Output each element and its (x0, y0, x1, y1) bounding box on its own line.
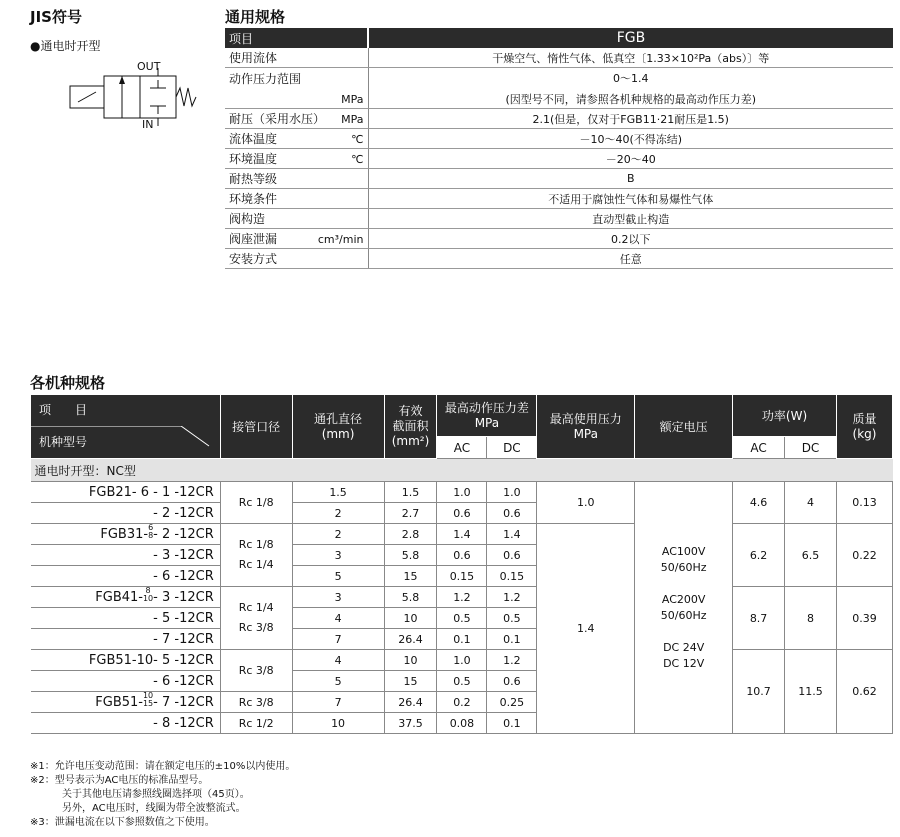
spec-row (225, 189, 893, 209)
header-area-1: 有效 (398, 404, 423, 418)
voltage-3: AC200V (661, 592, 706, 606)
model-fraction (143, 692, 153, 708)
diff-dc-cell: 1.2 (487, 650, 537, 671)
header-max-use-label: 最高使用压力 (549, 411, 622, 426)
note-2: ※2：型号表示为AC电压的标准品型号。 (30, 775, 209, 786)
diff-dc-cell: 0.6 (487, 671, 537, 692)
header-max-diff (437, 395, 537, 437)
spec-label: 安装方式 (225, 249, 368, 269)
model-cell: - 7 -12CR (31, 629, 221, 650)
diff-dc-cell: 0.6 (487, 503, 537, 524)
spec-unit: ℃ (351, 153, 364, 166)
spec-label (225, 149, 368, 169)
voltage-2: 50/60Hz (660, 560, 707, 574)
header-power-dc: DC (785, 437, 837, 459)
diff-ac-cell: 0.2 (437, 692, 487, 713)
voltage-6: DC 12V (663, 656, 705, 670)
header-max-diff-unit: MPa (474, 415, 500, 430)
spec-label (225, 109, 368, 129)
jis-title: JIS符号 (30, 8, 82, 26)
spec-value: B (368, 169, 893, 189)
orifice-cell: 2 (292, 524, 384, 545)
area-cell: 10 (384, 608, 437, 629)
header-diff-ac: AC (437, 437, 487, 459)
diff-dc-cell: 0.6 (487, 545, 537, 566)
table-row (31, 482, 893, 503)
spec-value-line1: 0～1.4 (613, 71, 649, 85)
spec-label: 环境条件 (225, 189, 368, 209)
voltage-1: AC100V (661, 544, 706, 558)
note-1: ※1：允许电压变动范围：请在额定电压的±10%以内使用。 (30, 761, 296, 772)
spec-label: 使用流体 (225, 48, 368, 68)
spec-unit: cm³/min (317, 233, 364, 246)
port-cell: Rc 3/8 (220, 692, 292, 713)
header-max-use (537, 395, 635, 459)
spec-value: 不适用于腐蚀性气体和易爆性气体 (368, 189, 893, 209)
max-use-cell: 1.0 (537, 482, 635, 524)
model-cell: FGB51-10- 5 -12CR (31, 650, 221, 671)
model-prefix: FGB31- (100, 526, 149, 542)
spec-unit: ℃ (351, 133, 364, 146)
spec-row (225, 48, 893, 68)
diff-ac-cell: 0.6 (437, 503, 487, 524)
area-cell: 1.5 (384, 482, 437, 503)
spec-label-text: 阀座泄漏 (229, 232, 278, 246)
header-item: 项 目 (39, 403, 88, 417)
spec-row (225, 109, 893, 129)
area-cell: 26.4 (384, 629, 437, 650)
port-b: Rc 3/8 (238, 621, 274, 634)
diff-ac-cell: 0.5 (437, 671, 487, 692)
diff-ac-cell: 1.4 (437, 524, 487, 545)
spec-label (225, 68, 368, 109)
area-cell: 37.5 (384, 713, 437, 734)
spec-label: 阀构造 (225, 209, 368, 229)
model-prefix: FGB51- (95, 694, 143, 710)
spec-value-line2: (因型号不同，请参照各机种规格的最高动作压力差) (505, 92, 757, 106)
spec-row (225, 149, 893, 169)
header-mass-label: 质量 (852, 411, 877, 426)
general-header-item: 项目 (225, 28, 368, 48)
area-cell: 2.8 (384, 524, 437, 545)
orifice-cell: 3 (292, 545, 384, 566)
fraction-bottom: 8 (148, 531, 154, 540)
model-cell: - 5 -12CR (31, 608, 221, 629)
table-row (31, 524, 893, 545)
port-cell (220, 587, 292, 650)
voltage-cell (635, 482, 733, 734)
fraction-top: 6 (148, 523, 154, 532)
mass-cell: 0.39 (836, 587, 892, 650)
model-cell: - 6 -12CR (31, 566, 221, 587)
power-dc-cell: 11.5 (785, 650, 837, 734)
header-area (384, 395, 437, 459)
model-cell: - 6 -12CR (31, 671, 221, 692)
model-spec-table (30, 394, 893, 734)
diff-dc-cell: 0.1 (487, 713, 537, 734)
area-cell: 2.7 (384, 503, 437, 524)
spec-value: 直动型截止构造 (368, 209, 893, 229)
power-ac-cell: 6.2 (733, 524, 785, 587)
note-2-line-3: 另外，AC电压时，线圈为带全波整流式。 (62, 803, 246, 814)
spec-value (368, 68, 893, 109)
model-cell (31, 692, 221, 713)
diff-dc-cell: 0.15 (487, 566, 537, 587)
orifice-cell: 2 (292, 503, 384, 524)
port-b: Rc 1/4 (238, 558, 274, 571)
port-cell: Rc 1/8 (220, 482, 292, 524)
header-area-3: (mm²) (391, 434, 430, 448)
spec-value: 任意 (368, 249, 893, 269)
spec-unit: MPa (341, 93, 364, 106)
model-suffix: - 7 -12CR (153, 694, 214, 710)
header-max-diff-label: 最高动作压力差 (444, 400, 529, 415)
spec-row (225, 229, 893, 249)
diff-dc-cell: 1.0 (487, 482, 537, 503)
spec-value: －20～40 (368, 149, 893, 169)
voltage-4: 50/60Hz (660, 608, 707, 622)
general-header-value: FGB (368, 28, 893, 48)
valve-symbol-icon (60, 58, 200, 138)
spec-row (225, 249, 893, 269)
header-mass-unit: (kg) (852, 426, 877, 441)
area-cell: 5.8 (384, 587, 437, 608)
group-row (31, 459, 893, 482)
area-cell: 26.4 (384, 692, 437, 713)
diff-dc-cell: 1.4 (487, 524, 537, 545)
spec-value: 干燥空气、惰性气体、低真空〔1.33×10²Pa（abs）〕等 (368, 48, 893, 68)
port-cell: Rc 1/2 (220, 713, 292, 734)
header-area-2: 截面积 (392, 419, 429, 433)
spec-row (225, 129, 893, 149)
header-voltage: 额定电压 (635, 395, 733, 459)
model-cell (31, 587, 221, 608)
in-label: IN (142, 118, 154, 131)
general-spec-header (225, 28, 893, 48)
out-label: OUT (137, 60, 161, 73)
diff-ac-cell: 1.2 (437, 587, 487, 608)
jis-subtitle: ●通电时开型 (30, 39, 101, 53)
diff-dc-cell: 1.2 (487, 587, 537, 608)
table-row (31, 650, 893, 671)
header-orifice: 通孔直径 (mm) (292, 395, 384, 459)
orifice-cell: 7 (292, 692, 384, 713)
table-row (31, 587, 893, 608)
spec-row (225, 68, 893, 109)
area-cell: 5.8 (384, 545, 437, 566)
diff-dc-cell: 0.25 (487, 692, 537, 713)
spec-label-text: 耐压（采用水压） (229, 112, 326, 126)
model-cell: - 2 -12CR (31, 503, 221, 524)
diff-ac-cell: 0.15 (437, 566, 487, 587)
area-cell: 10 (384, 650, 437, 671)
power-dc-cell: 4 (785, 482, 837, 524)
header-divider-icon (31, 426, 221, 456)
orifice-cell: 3 (292, 587, 384, 608)
model-suffix: - 3 -12CR (153, 589, 214, 605)
diff-ac-cell: 0.1 (437, 629, 487, 650)
port-a: Rc 1/4 (238, 601, 274, 614)
header-port: 接管口径 (220, 395, 292, 459)
spec-row (225, 209, 893, 229)
area-cell: 15 (384, 566, 437, 587)
fraction-top: 8 (145, 586, 151, 595)
diff-ac-cell: 0.6 (437, 545, 487, 566)
spec-label-text: 环境温度 (229, 152, 278, 166)
spec-label (225, 129, 368, 149)
model-cell: - 3 -12CR (31, 545, 221, 566)
model-suffix: - 2 -12CR (153, 526, 214, 542)
header-max-use-unit: MPa (573, 426, 598, 441)
model-fraction (143, 587, 153, 603)
general-spec-title: 通用规格 (225, 8, 286, 26)
note-2-line-2: 关于其他电压请参照线圈选择项（45页）。 (62, 789, 250, 800)
note-3: ※3：泄漏电流在以下参照数值之下使用。 (30, 817, 215, 828)
diff-ac-cell: 0.5 (437, 608, 487, 629)
power-ac-cell: 8.7 (733, 587, 785, 650)
header-diff-dc: DC (487, 437, 537, 459)
mass-cell: 0.13 (836, 482, 892, 524)
fraction-bottom: 10 (142, 594, 154, 603)
fraction-top: 10 (142, 691, 154, 700)
orifice-cell: 10 (292, 713, 384, 734)
group-label: 通电时开型：NC型 (31, 459, 893, 482)
spec-value: －10～40(不得冻结) (368, 129, 893, 149)
diff-ac-cell: 1.0 (437, 650, 487, 671)
mass-cell: 0.22 (836, 524, 892, 587)
model-prefix: FGB41- (95, 589, 143, 605)
port-a: Rc 1/8 (238, 538, 274, 551)
item-model-header (31, 395, 221, 459)
power-ac-cell: 4.6 (733, 482, 785, 524)
diff-dc-cell: 0.5 (487, 608, 537, 629)
diff-ac-cell: 1.0 (437, 482, 487, 503)
general-spec-table (225, 28, 893, 269)
model-spec-title: 各机种规格 (30, 374, 106, 392)
power-dc-cell: 8 (785, 587, 837, 650)
spec-value: 2.1(但是，仅对于FGB11·21耐压是1.5) (368, 109, 893, 129)
spec-label: 耐热等级 (225, 169, 368, 189)
model-cell (31, 524, 221, 545)
mass-cell: 0.62 (836, 650, 892, 734)
spec-row (225, 169, 893, 189)
spec-value: 0.2以下 (368, 229, 893, 249)
max-use-cell: 1.4 (537, 524, 635, 734)
diff-dc-cell: 0.1 (487, 629, 537, 650)
model-cell: - 8 -12CR (31, 713, 221, 734)
voltage-5: DC 24V (663, 640, 705, 654)
area-cell: 15 (384, 671, 437, 692)
diff-ac-cell: 0.08 (437, 713, 487, 734)
spec-unit: MPa (341, 113, 364, 126)
orifice-cell: 4 (292, 650, 384, 671)
fraction-bottom: 15 (142, 699, 154, 708)
power-dc-cell: 6.5 (785, 524, 837, 587)
orifice-cell: 5 (292, 566, 384, 587)
orifice-cell: 5 (292, 671, 384, 692)
power-ac-cell: 10.7 (733, 650, 785, 734)
model-cell: FGB21- 6 - 1 -12CR (31, 482, 221, 503)
port-cell (220, 524, 292, 587)
orifice-cell: 1.5 (292, 482, 384, 503)
spec-label (225, 229, 368, 249)
orifice-cell: 4 (292, 608, 384, 629)
spec-label-text: 动作压力范围 (229, 72, 302, 86)
header-power-ac: AC (733, 437, 785, 459)
header-mass (836, 395, 892, 459)
orifice-cell: 7 (292, 629, 384, 650)
header-model: 机种型号 (39, 435, 88, 449)
spec-label-text: 流体温度 (229, 132, 278, 146)
port-cell: Rc 3/8 (220, 650, 292, 692)
header-power: 功率(W) (733, 395, 837, 437)
